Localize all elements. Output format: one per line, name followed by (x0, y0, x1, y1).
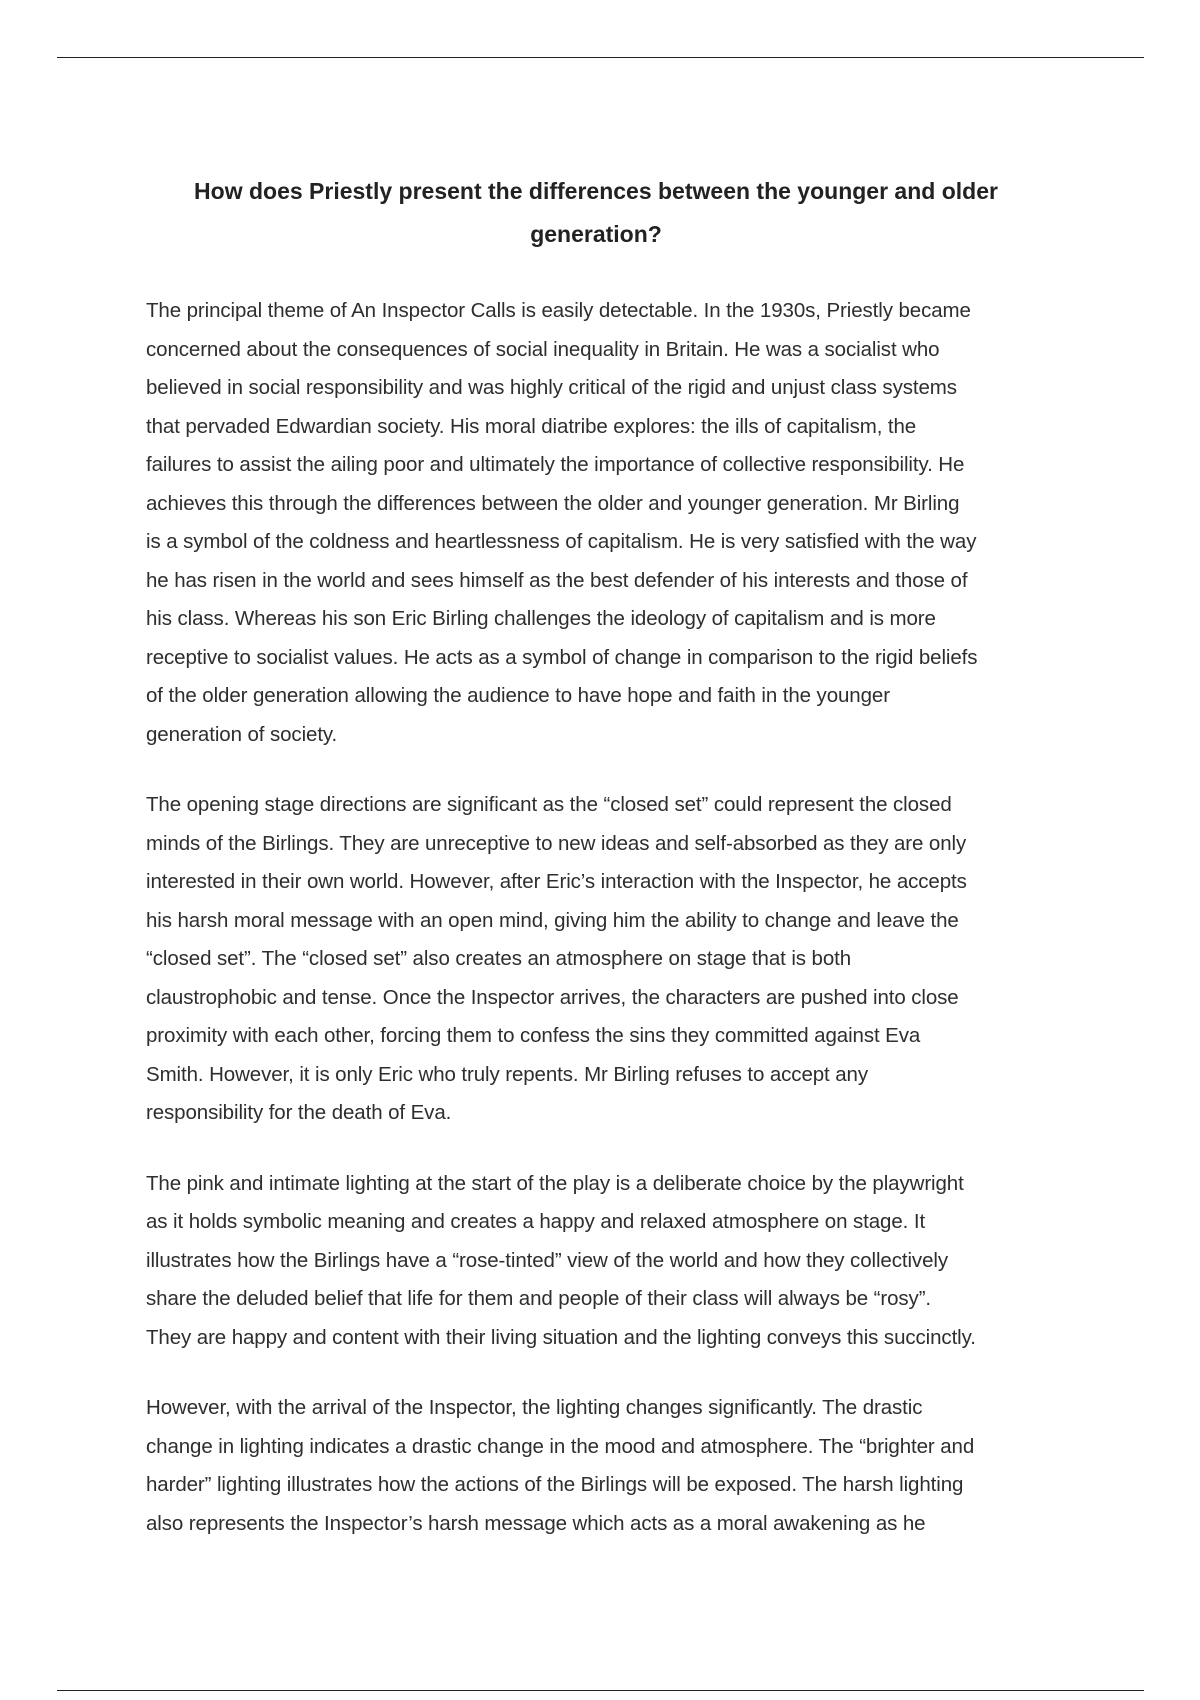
text-line: as it holds symbolic meaning and creates a happy and relaxed atmosphere on stage. It (146, 1210, 926, 1233)
text-line: believed in social responsibility and was highly critical of the rigid and unjust class systems (146, 376, 957, 399)
text-line: his class. Whereas his son Eric Birling challenges the ideology of capitalism and is more (146, 607, 936, 630)
text-line: achieves this through the differences between the older and younger generation. Mr Birling (146, 491, 960, 515)
text-line: The opening stage directions are significant as the “closed set” could represent the closed (146, 793, 952, 816)
text-line: Smith. However, it is only Eric who truly repents. Mr Birling refuses to accept any (146, 1062, 869, 1086)
text-line: harder” lighting illustrates how the actions of the Birlings will be exposed. The harsh lighting (146, 1473, 964, 1496)
text-line: However, with the arrival of the Inspector, the lighting changes significantly. The drastic (146, 1396, 923, 1419)
text-line: responsibility for the death of Eva. (146, 1101, 452, 1124)
bottom-rule (57, 1690, 1144, 1691)
text-line: The pink and intimate lighting at the start of the play is a deliberate choice by the playwright (146, 1171, 964, 1195)
text-line: The principal theme of An Inspector Calls is easily detectable. In the 1930s, Priestly became (146, 299, 971, 322)
text-line: generation of society. (146, 722, 338, 746)
title-line: How does Priestly present the differences between the younger and older (194, 178, 998, 204)
text-line: illustrates how the Birlings have a “rose-tinted” view of the world and how they collectively (146, 1248, 948, 1272)
text-line: he has risen in the world and sees himself as the best defender of his interests and those of (146, 568, 968, 592)
text-line: change in lighting indicates a drastic change in the mood and atmosphere. The “brighter and (146, 1434, 975, 1458)
page-title (146, 170, 1046, 256)
paragraph-4 (146, 1389, 1066, 1543)
text-line: his harsh moral message with an open mind, giving him the ability to change and leave the (146, 908, 959, 932)
text-line: “closed set”. The “closed set” also creates an atmosphere on stage that is both (146, 947, 852, 970)
title-line: generation? (530, 221, 662, 247)
text-line: proximity with each other, forcing them to confess the sins they committed against Eva (146, 1024, 921, 1047)
text-line: is a symbol of the coldness and heartlessness of capitalism. He is very satisfied with the way (146, 530, 977, 553)
text-line: that pervaded Edwardian society. His moral diatribe explores: the ills of capitalism, the (146, 414, 917, 438)
document-content (146, 170, 1066, 1575)
text-line: They are happy and content with their living situation and the lighting conveys this succinctly. (146, 1325, 976, 1349)
text-line: of the older generation allowing the audience to have hope and faith in the younger (146, 684, 890, 707)
text-line: also represents the Inspector’s harsh message which acts as a moral awakening as he (146, 1511, 926, 1535)
text-line: receptive to socialist values. He acts as a symbol of change in comparison to the rigid beliefs (146, 645, 978, 669)
text-line: minds of the Birlings. They are unreceptive to new ideas and self-absorbed as they are only (146, 831, 967, 855)
text-line: concerned about the consequences of social inequality in Britain. He was a socialist who (146, 337, 940, 361)
text-line: interested in their own world. However, after Eric’s interaction with the Inspector, he accepts (146, 870, 967, 893)
text-line: failures to assist the ailing poor and ultimately the importance of collective responsibility. He (146, 453, 965, 476)
essay-body (146, 292, 1066, 1543)
paragraph-3 (146, 1165, 1066, 1358)
paragraph-1 (146, 292, 1066, 754)
text-line: claustrophobic and tense. Once the Inspector arrives, the characters are pushed into close (146, 985, 959, 1009)
paragraph-2 (146, 786, 1066, 1133)
text-line: share the deluded belief that life for them and people of their class will always be “rosy”. (146, 1287, 932, 1310)
top-rule (57, 57, 1144, 58)
